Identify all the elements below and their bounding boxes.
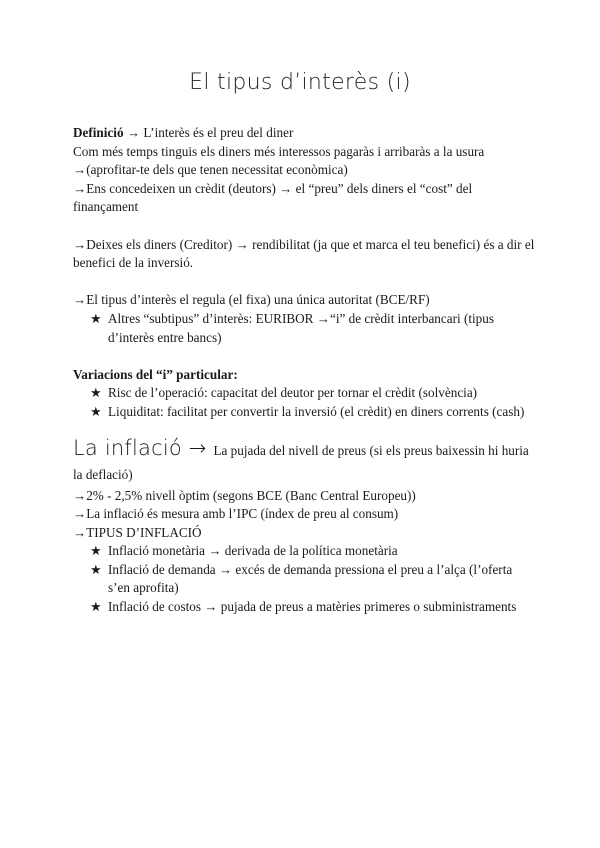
list-item-text: Liquiditat: facilitat per convertir la inversió (el crèdit) en diners corrents (cash) <box>108 403 525 419</box>
list-item <box>73 561 535 598</box>
inflation-heading-line <box>73 436 535 487</box>
list-item <box>73 384 535 403</box>
text-line: →(aprofitar-te dels que tenen necessitat econòmica) <box>73 162 348 178</box>
list-item-text: Inflació de demanda → excés de demanda pressiona el preu a l’alça (l’oferta s’en aprofita) <box>108 561 513 596</box>
list-item <box>73 598 535 617</box>
page-title: El tipus d’interès (i) <box>189 70 411 95</box>
list-item-text: Altres “subtipus” d’interès: EURIBOR →“i” de crèdit interbancari (tipus d’interès entre bancs) <box>108 310 494 345</box>
star-icon: ★ <box>90 310 102 326</box>
bullet-list <box>73 310 535 347</box>
list-item-text: Inflació de costos → pujada de preus a matèries primeres o subministraments <box>108 599 517 615</box>
bullet-list <box>73 542 535 616</box>
text-line: →El tipus d’interès el regula (el fixa) una única autoritat (BCE/RF) <box>73 292 430 308</box>
text-line: →2% - 2,5% nivell òptim (segons BCE (Banc Central Europeu)) <box>73 487 416 503</box>
definition-text: → L’interès és el preu del diner <box>123 125 294 140</box>
star-icon: ★ <box>90 403 102 419</box>
section-heading: Variacions del “i” particular: <box>73 366 238 382</box>
list-item <box>73 403 535 422</box>
list-item-text: Risc de l’operació: capacitat del deutor per tornar el crèdit (solvència) <box>108 385 478 401</box>
list-item <box>73 310 535 347</box>
star-icon: ★ <box>90 599 102 615</box>
text-line: →Deixes els diners (Creditor) → rendibilitat (ja que et marca el teu benefici) és a dir el benefici de la inversió. <box>73 236 535 271</box>
list-item-text: Inflació monetària → derivada de la política monetària <box>108 543 398 559</box>
arrow-icon: → <box>181 435 214 460</box>
star-icon: ★ <box>90 543 102 559</box>
bullet-list <box>73 384 535 421</box>
text-line: →Ens concedeixen un crèdit (deutors) → el “preu” dels diners el “cost” del finançament <box>73 180 473 215</box>
inflation-heading: La inflació <box>73 435 182 460</box>
definition-label: Definició <box>73 125 124 140</box>
list-item <box>73 542 535 561</box>
text-line: →TIPUS D’INFLACIÓ <box>73 524 202 540</box>
text-line: →La inflació és mesura amb l’IPC (índex de preu al consum) <box>73 506 399 522</box>
inflation-heading-text: La pujada del nivell de preus (si els preus baixessin hi huria la deflació) <box>73 442 529 482</box>
star-icon: ★ <box>90 561 102 577</box>
star-icon: ★ <box>90 385 102 401</box>
document-body <box>73 124 535 617</box>
text-line: Com més temps tinguis els diners més interessos pagaràs i arribaràs a la usura <box>73 143 485 159</box>
definition-line <box>73 124 535 143</box>
